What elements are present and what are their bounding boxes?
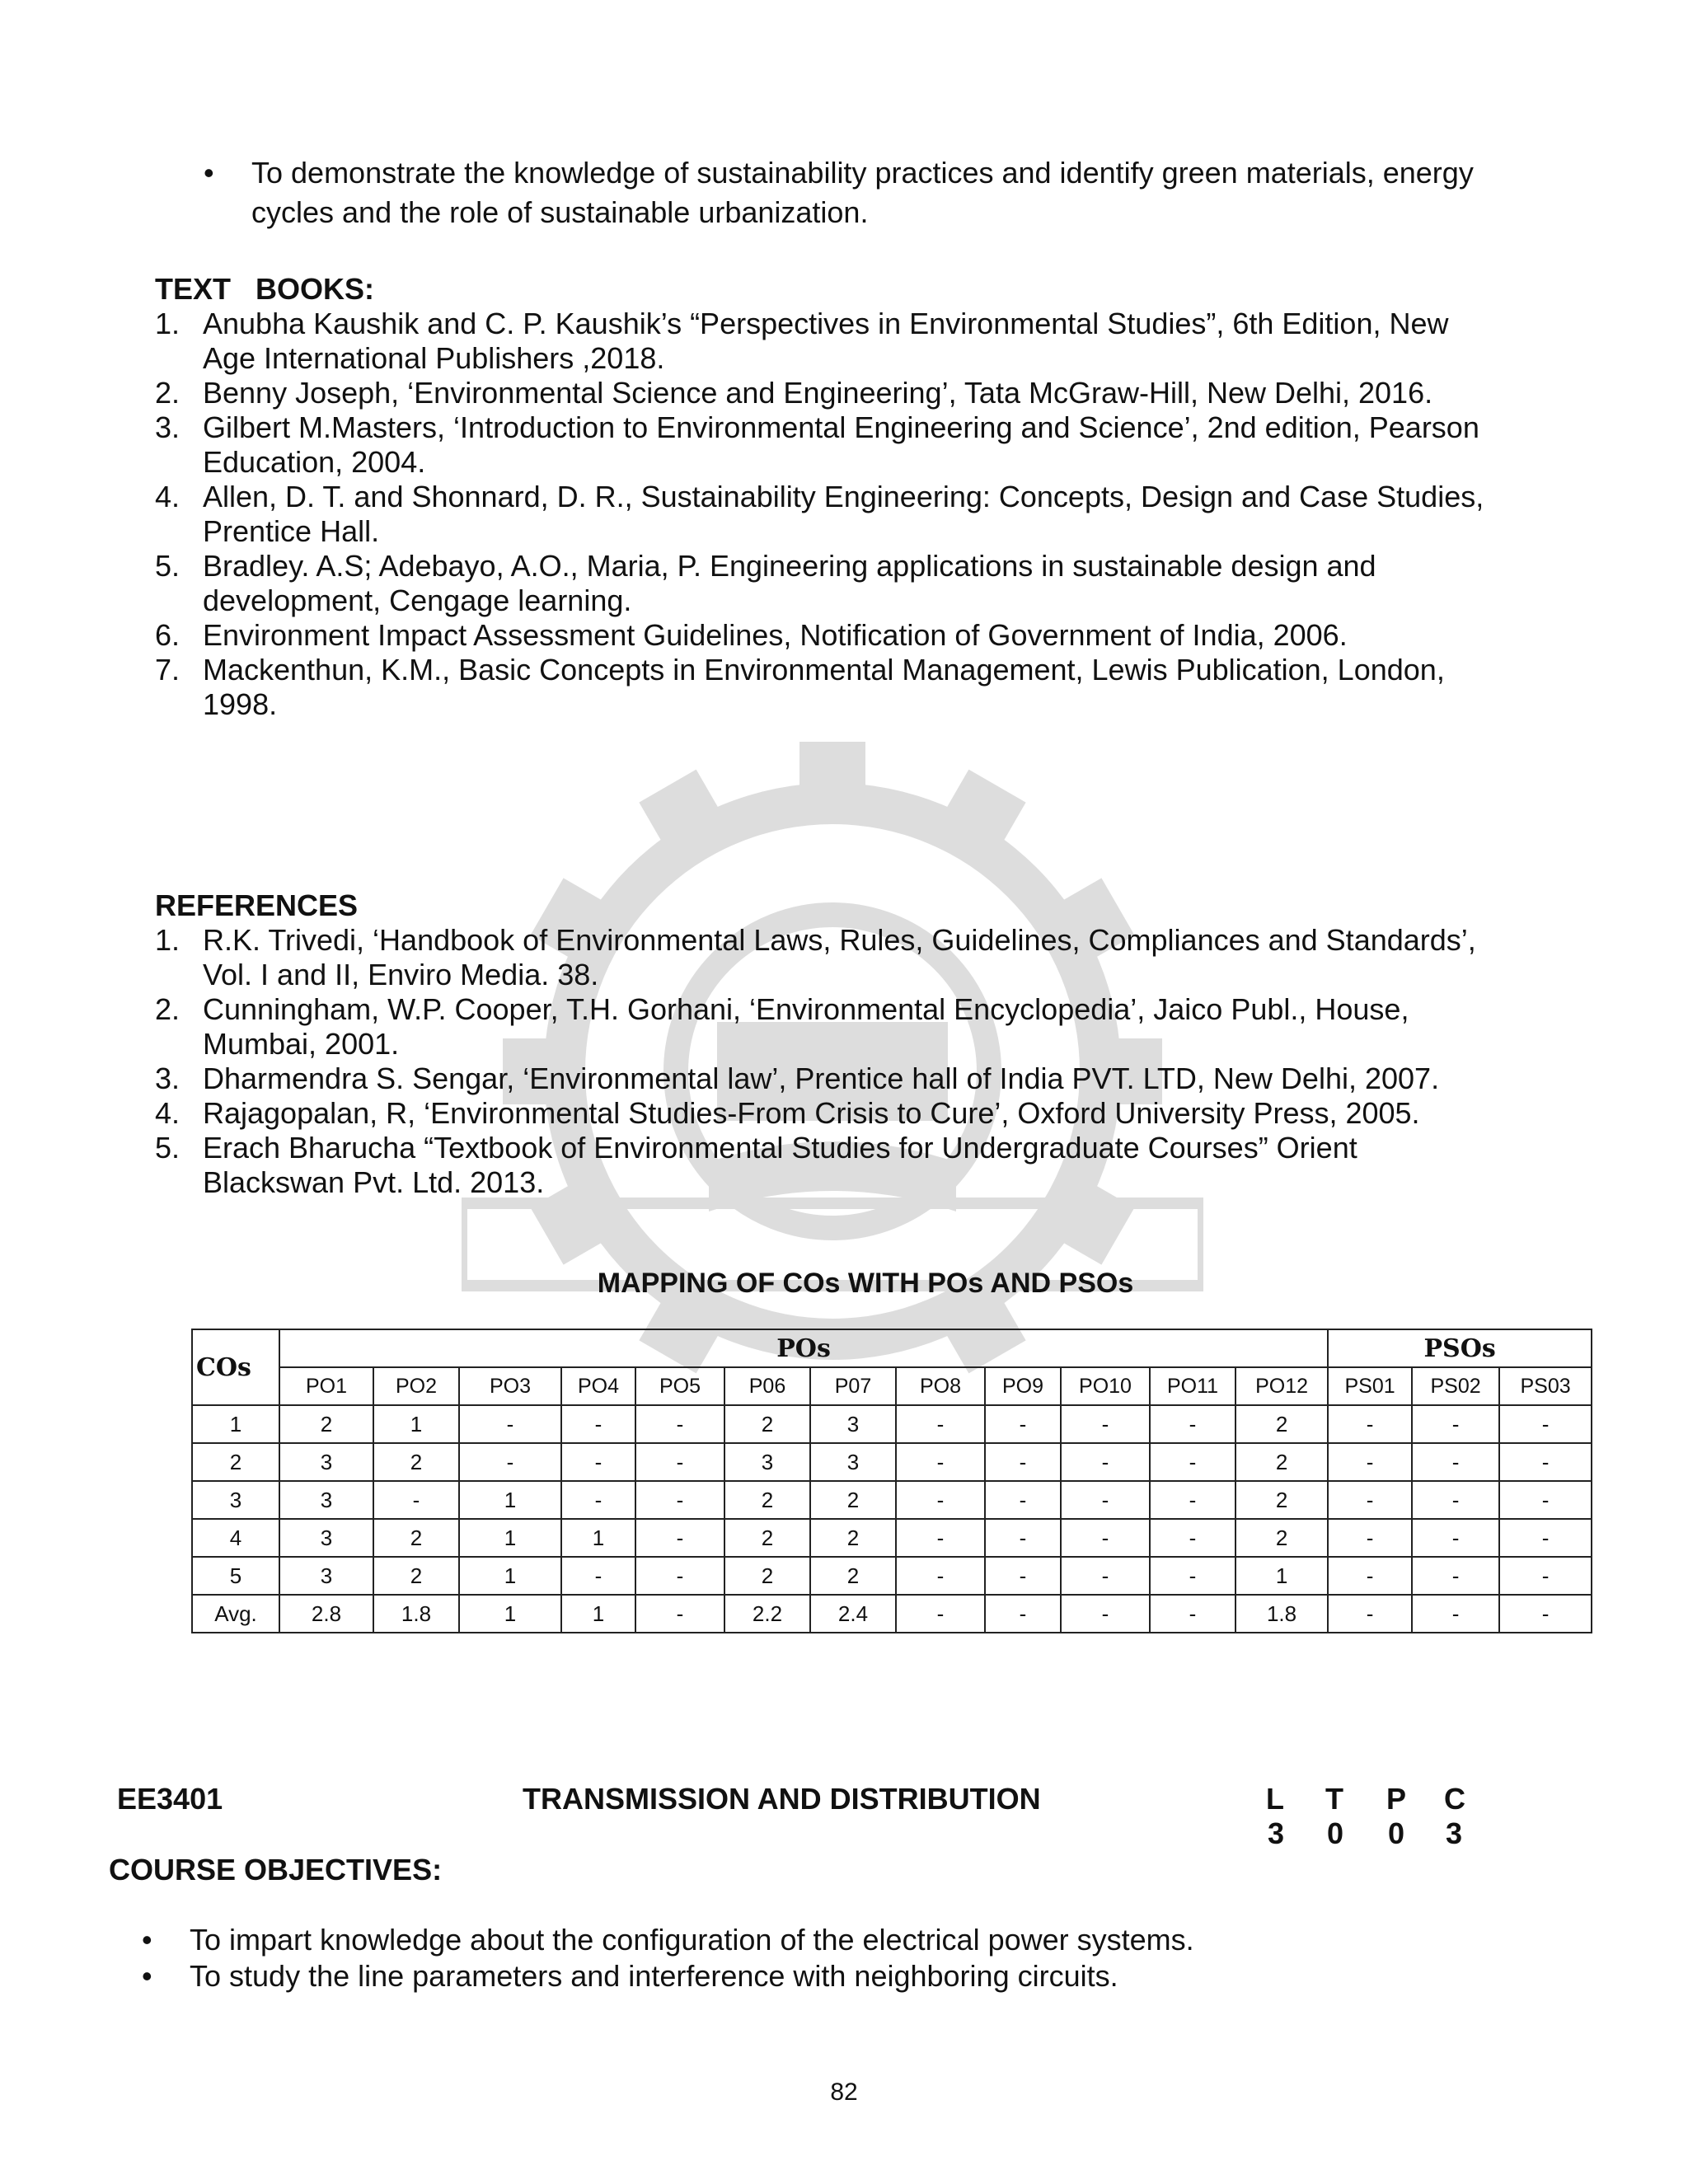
table-cell: - [1499,1481,1592,1519]
table-cell: 2 [724,1405,810,1443]
table-cell: - [1150,1557,1236,1595]
table-cell: - [635,1519,724,1557]
table-row [192,1481,1592,1519]
list-item: 3. Dharmendra S. Sengar, ‘Environmental law’, Prentice hall of India PVT. LTD, New Delhi, 2007. [155,1062,1440,1095]
table-row [192,1405,1592,1443]
table-cell: - [896,1519,985,1557]
table-cell: 3 [279,1481,373,1519]
table-cell: - [561,1443,635,1481]
table-cell: - [985,1443,1061,1481]
table-cell: - [1412,1443,1499,1481]
column-header: PO5 [635,1367,724,1405]
ltpc-label-l: L [1266,1782,1284,1816]
table-cell: 1 [561,1519,635,1557]
table-cell: - [373,1481,459,1519]
table-cell: - [896,1405,985,1443]
table-cell: - [1061,1405,1150,1443]
column-header: PO2 [373,1367,459,1405]
table-cell: 3 [810,1443,896,1481]
table-cell: - [1499,1595,1592,1633]
table-row [192,1595,1592,1633]
table-cell: 2 [279,1405,373,1443]
table-cell: 2 [810,1557,896,1595]
table-cell: - [1061,1443,1150,1481]
table-cell: - [635,1405,724,1443]
table-cell: - [985,1557,1061,1595]
ltpc-value-t: 0 [1327,1816,1344,1850]
text-books-heading: TEXT BOOKS: [155,272,375,306]
table-cell: - [1150,1595,1236,1633]
column-header: PO8 [896,1367,985,1405]
course-title: TRANSMISSION AND DISTRIBUTION [523,1782,1041,1816]
table-cell: 3 [810,1405,896,1443]
list-item: 2. Benny Joseph, ‘Environmental Science and Engineering’, Tata McGraw-Hill, New Delhi, 2016. [155,376,1433,410]
table-cell: - [896,1557,985,1595]
table-cell: 2 [1236,1481,1328,1519]
table-cell: - [1499,1405,1592,1443]
ltpc-value-c: 3 [1446,1816,1463,1850]
list-item: 1. R.K. Trivedi, ‘Handbook of Environmental Laws, Rules, Guidelines, Compliances and Standards’, Vol. I and II, Enviro Media. 38. [155,923,1476,991]
table-cell: 2 [1236,1405,1328,1443]
bullet-icon: • [142,1959,152,1993]
table-cell: - [459,1443,561,1481]
table-cell: 2 [810,1519,896,1557]
table-cell: 1 [459,1481,561,1519]
column-header: P06 [724,1367,810,1405]
table-cell: 3 [279,1519,373,1557]
table-cell: 1 [1236,1557,1328,1595]
table-cell: - [1412,1405,1499,1443]
table-cell: - [1328,1405,1412,1443]
table-cell: - [1328,1481,1412,1519]
table-cell: 2 [724,1481,810,1519]
table-cell: 1 [561,1595,635,1633]
text-books-list [155,307,1556,722]
table-cell: 2 [1236,1519,1328,1557]
table-cell: - [985,1595,1061,1633]
bullet-icon: • [142,1923,152,1957]
list-item: 5. Erach Bharucha “Textbook of Environmental Studies for Undergraduate Courses” Orient Blackswan Pvt. Ltd. 2013. [155,1131,1357,1199]
table-cell: - [561,1481,635,1519]
column-header: PO4 [561,1367,635,1405]
table-cell: 1.8 [1236,1595,1328,1633]
table-cell: 2 [1236,1443,1328,1481]
table-cell: 2 [810,1481,896,1519]
co-cell: 3 [192,1481,279,1519]
table-cell: 2.8 [279,1595,373,1633]
table-cell: 1 [373,1405,459,1443]
course-code: EE3401 [117,1782,223,1816]
column-header: PS01 [1328,1367,1412,1405]
table-cell: - [896,1595,985,1633]
table-cell: - [1150,1519,1236,1557]
table-cell: - [1499,1557,1592,1595]
table-cell: 3 [279,1557,373,1595]
column-header: PO3 [459,1367,561,1405]
column-header-row [192,1367,1592,1405]
table-cell: - [1412,1519,1499,1557]
column-header: PO11 [1150,1367,1236,1405]
ltpc-label-p: P [1386,1782,1407,1816]
table-cell: - [1328,1443,1412,1481]
objective-text: To demonstrate the knowledge of sustainability practices and identify green materials, energy cycles and the role of sustainable urbanization. [251,156,1474,229]
table-cell: 1 [459,1557,561,1595]
column-header: PS03 [1499,1367,1592,1405]
co-cell: Avg. [192,1595,279,1633]
table-cell: - [1328,1519,1412,1557]
table-cell: - [1061,1519,1150,1557]
list-item: 7. Mackenthun, K.M., Basic Concepts in Environmental Management, Lewis Publication, London, 1998. [155,653,1445,721]
table-cell: 1.8 [373,1595,459,1633]
table-cell: - [635,1595,724,1633]
table-cell: - [1061,1481,1150,1519]
table-cell: - [561,1557,635,1595]
table-cell: - [985,1519,1061,1557]
table-cell: - [1061,1595,1150,1633]
co-cell: 1 [192,1405,279,1443]
co-cell: 2 [192,1443,279,1481]
ltpc-label-t: T [1325,1782,1343,1816]
column-header: PO9 [985,1367,1061,1405]
table-cell: - [985,1481,1061,1519]
table-cell: 1 [459,1595,561,1633]
table-cell: - [1412,1557,1499,1595]
bullet-icon: • [204,156,214,190]
list-item: 1. Anubha Kaushik and C. P. Kaushik’s “Perspectives in Environmental Studies”, 6th Edition, New Age International Publishers ,2018. [155,307,1449,375]
table-cell: - [635,1481,724,1519]
references-heading: REFERENCES [155,888,359,922]
table-cell: - [1499,1443,1592,1481]
list-item: 4. Allen, D. T. and Shonnard, D. R., Sustainability Engineering: Concepts, Design and Case Studies, Prentice Hall. [155,480,1484,548]
table-row [192,1557,1592,1595]
table-cell: - [1499,1519,1592,1557]
table-cell: 2 [724,1519,810,1557]
list-item: 3. Gilbert M.Masters, ‘Introduction to Environmental Engineering and Science’, 2nd edition, Pearson Education, 2004. [155,410,1479,479]
table-cell: - [1061,1557,1150,1595]
column-header: PO12 [1236,1367,1328,1405]
table-cell: - [1328,1595,1412,1633]
list-item: 4. Rajagopalan, R, ‘Environmental Studies-From Crisis to Cure’, Oxford University Press, 2005. [155,1096,1420,1130]
co-po-mapping-table [191,1329,1592,1633]
table-cell: - [985,1405,1061,1443]
page-number: 82 [830,2079,858,2106]
co-cell: 5 [192,1557,279,1595]
table-cell: - [896,1481,985,1519]
table-cell: 2 [373,1519,459,1557]
table-cell: 2.2 [724,1595,810,1633]
column-header: PO10 [1061,1367,1150,1405]
table-cell: 1 [459,1519,561,1557]
table-cell: - [1150,1443,1236,1481]
ltpc-label-c: C [1444,1782,1465,1816]
table-cell: 3 [279,1443,373,1481]
table-cell: 2 [724,1557,810,1595]
column-header: PS02 [1412,1367,1499,1405]
list-item: 5. Bradley. A.S; Adebayo, A.O., Maria, P. Engineering applications in sustainable design and development, Cengage learning. [155,549,1376,617]
co-cell: 4 [192,1519,279,1557]
table-cell: - [1412,1481,1499,1519]
list-item: 2. Cunningham, W.P. Cooper, T.H. Gorhani, ‘Environmental Encyclopedia’, Jaico Publ., House, Mumbai, 2001. [155,992,1409,1061]
course-objectives-heading: COURSE OBJECTIVES: [109,1853,443,1886]
table-header-row [192,1329,1592,1367]
pos-header: POs [279,1329,1328,1367]
cos-header: COs [192,1329,279,1405]
table-cell: 2 [373,1557,459,1595]
table-row [192,1443,1592,1481]
references-list [155,923,1556,1200]
list-item: 6. Environment Impact Assessment Guidelines, Notification of Government of India, 2006. [155,618,1348,652]
table-cell: 2 [373,1443,459,1481]
table-cell: - [635,1443,724,1481]
ltpc-value-l: 3 [1268,1816,1285,1850]
table-cell: - [1150,1481,1236,1519]
table-cell: - [1150,1405,1236,1443]
table-cell: - [1328,1557,1412,1595]
ltpc-value-p: 0 [1388,1816,1405,1850]
table-cell: - [896,1443,985,1481]
table-cell: 3 [724,1443,810,1481]
table-cell: - [1412,1595,1499,1633]
table-cell: - [561,1405,635,1443]
column-header: PO1 [279,1367,373,1405]
column-header: P07 [810,1367,896,1405]
mapping-title: MAPPING OF COs WITH POs AND PSOs [597,1268,1134,1299]
table-cell: - [459,1405,561,1443]
table-cell: - [635,1557,724,1595]
psos-header: PSOs [1328,1329,1592,1367]
table-cell: 2.4 [810,1595,896,1633]
table-row [192,1519,1592,1557]
